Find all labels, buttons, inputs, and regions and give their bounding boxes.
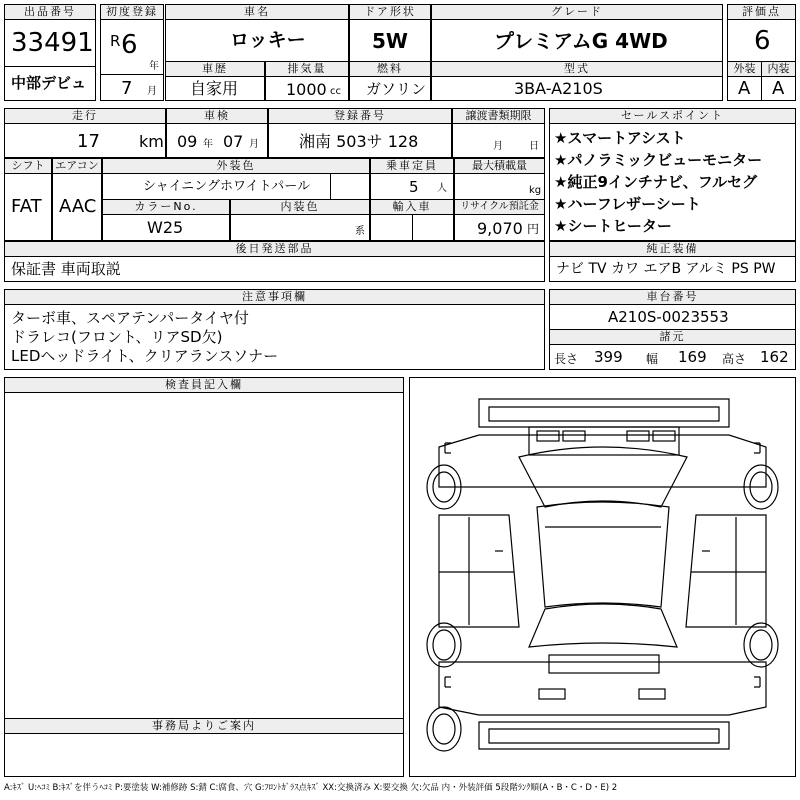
notes-header: 注意事項欄 xyxy=(4,289,545,305)
grade-value: プレミアムG 4WD xyxy=(494,29,668,53)
interior-grade-header: 内装 xyxy=(761,61,796,77)
note-line: LEDヘッドライト、クリアランスソナー xyxy=(11,347,279,365)
mileage-cell xyxy=(4,123,166,158)
inspection-cell xyxy=(166,123,268,158)
selling-point-item: ★スマートアシスト xyxy=(554,129,686,147)
inspector-header: 検査員記入欄 xyxy=(4,377,404,393)
recycle-value: 9,070 xyxy=(477,219,523,238)
grade-header: グレード xyxy=(431,4,723,20)
year-unit: 年 xyxy=(149,61,159,72)
chassis-header: 車台番号 xyxy=(549,289,796,305)
max-load-header: 最大積載量 xyxy=(454,158,545,174)
color-no-value: W25 xyxy=(147,218,184,237)
interior-color-header: 内装色 xyxy=(230,199,370,215)
selling-point-item: ★シートヒーター xyxy=(554,217,672,235)
model-code-cell xyxy=(431,76,723,101)
recycle-unit: 円 xyxy=(527,222,540,236)
selling-point-item: ★パノラミックビューモニター xyxy=(554,151,763,169)
import-spacer xyxy=(412,214,454,241)
chassis-value: A210S-0023553 xyxy=(608,308,729,326)
car-name-cell xyxy=(165,19,349,62)
width-label: 幅 xyxy=(646,352,659,366)
transfer-month-unit: 月 xyxy=(493,141,503,152)
inspection-year: 09 xyxy=(177,132,198,151)
fuel-cell xyxy=(349,76,431,101)
selling-point-item: ★ハーフレザーシート xyxy=(554,195,701,213)
score-header: 評価点 xyxy=(727,4,796,20)
equipment-header: 純正装備 xyxy=(549,241,796,257)
width-value: 169 xyxy=(678,348,707,366)
capacity-header: 乗車定員 xyxy=(370,158,454,174)
dimensions-cell xyxy=(549,344,796,370)
lot-number-cell xyxy=(4,19,96,67)
inspection-header: 車検 xyxy=(166,108,268,124)
length-label: 長さ xyxy=(554,352,579,366)
capacity-value: 5 xyxy=(409,178,419,196)
displacement-header: 排気量 xyxy=(265,61,349,77)
capacity-unit: 人 xyxy=(437,183,447,194)
interior-grade-value: A xyxy=(772,78,785,99)
aircon-header: エアコン xyxy=(52,158,102,174)
shift-value: FAT xyxy=(11,196,42,217)
door-type-header: ドア形状 xyxy=(349,4,431,20)
later-parts-header: 後日発送部品 xyxy=(4,241,545,257)
first-registration-header: 初度登録 xyxy=(100,4,164,20)
transfer-deadline-cell xyxy=(452,123,545,158)
first-registration-month: 7 xyxy=(121,78,133,99)
interior-color-suffix: 系 xyxy=(355,226,365,237)
fuel-value: ガソリン xyxy=(366,80,427,98)
note-line: ドラレコ(フロント、リアSD欠) xyxy=(11,328,223,346)
fuel-header: 燃料 xyxy=(349,61,431,77)
exterior-grade-value: A xyxy=(738,78,751,99)
displacement-value: 1000 xyxy=(286,80,327,99)
model-code-value: 3BA-A210S xyxy=(514,79,603,98)
height-label: 高さ xyxy=(722,352,747,366)
door-type: 5W xyxy=(372,29,408,53)
aircon-cell xyxy=(52,173,102,241)
plate-value: 湘南 503サ 128 xyxy=(299,132,419,151)
transfer-deadline-header: 譲渡書類期限 xyxy=(452,108,545,124)
selling-points-header: セールスポイント xyxy=(549,108,796,124)
recycle-header: リサイクル預託金 xyxy=(454,199,545,215)
exterior-color-spacer xyxy=(330,173,370,200)
car-name-header: 車名 xyxy=(165,4,349,20)
door-type-cell xyxy=(349,19,431,62)
mileage-value: 17 xyxy=(77,131,100,152)
exterior-grade-cell xyxy=(727,76,762,101)
exterior-grade-header: 外装 xyxy=(727,61,762,77)
later-parts-cell xyxy=(4,256,545,282)
shift-header: シフト xyxy=(4,158,52,174)
interior-color-cell xyxy=(230,214,370,241)
month-unit: 月 xyxy=(147,86,157,97)
color-no-cell xyxy=(102,214,230,241)
inspection-month-unit: 月 xyxy=(249,139,259,150)
plate-cell xyxy=(268,123,452,158)
lot-number: 33491 xyxy=(11,28,94,58)
score-value: 6 xyxy=(754,26,771,56)
length-value: 399 xyxy=(594,348,623,366)
color-no-header: カラーNo. xyxy=(102,199,230,215)
history-cell xyxy=(165,76,265,101)
first-registration-year: 6 xyxy=(121,30,138,60)
office-header: 事務局よりご案内 xyxy=(4,718,404,734)
note-line: ターボ車、スペアテンパータイヤ付 xyxy=(11,309,249,327)
legend-footer: A:ｷｽﾞ U:ﾍｺﾐ B:ｷｽﾞを伴うﾍｺﾐ P:要塗装 W:補修跡 S:錆 C:腐食、穴 G:ﾌﾛﾝﾄｶﾞﾗｽ点ｷｽﾞ XX:交換済み X:要交換 欠:欠品 内・外装評価 5段階ﾗﾝｸ順(A・B・C・D・E) 2 xyxy=(4,783,618,793)
aircon-value: AAC xyxy=(59,196,97,217)
plate-header: 登録番号 xyxy=(268,108,452,124)
lot-number-header: 出品番号 xyxy=(4,4,96,20)
era-letter: R xyxy=(110,32,121,50)
office-box xyxy=(4,733,404,777)
displacement-unit: cc xyxy=(330,86,341,97)
mileage-header: 走行 xyxy=(4,108,166,124)
first-registration-month-cell xyxy=(100,74,164,101)
dimensions-header: 諸元 xyxy=(549,329,796,345)
car-diagram xyxy=(409,377,796,777)
equipment-value: ナビ TV カワ エアB アルミ PS PW xyxy=(556,261,776,277)
exterior-color-header: 外装色 xyxy=(102,158,370,174)
inspector-box xyxy=(4,392,404,719)
capacity-cell xyxy=(370,173,454,200)
height-value: 162 xyxy=(760,348,789,366)
recycle-cell xyxy=(454,214,545,241)
import-header: 輸入車 xyxy=(370,199,454,215)
inspection-month: 07 xyxy=(223,132,244,151)
equipment-cell xyxy=(549,256,796,282)
transfer-day-unit: 日 xyxy=(529,141,539,152)
shift-cell xyxy=(4,173,52,241)
history-header: 車歴 xyxy=(165,61,265,77)
interior-grade-cell xyxy=(761,76,796,101)
model-code-header: 型式 xyxy=(431,61,723,77)
venue-name: 中部デビュ xyxy=(11,74,87,92)
notes-cell xyxy=(4,304,545,370)
first-registration-year-cell xyxy=(100,19,164,75)
mileage-unit: km xyxy=(139,132,164,151)
history-value: 自家用 xyxy=(190,79,239,98)
score-cell xyxy=(727,19,796,62)
selling-points-cell xyxy=(549,123,796,241)
venue-cell xyxy=(4,66,96,101)
car-name: ロッキー xyxy=(230,29,306,51)
max-load-unit: kg xyxy=(529,185,542,196)
chassis-cell xyxy=(549,304,796,330)
displacement-cell xyxy=(265,76,349,101)
exterior-color-value: シャイニングホワイトパール xyxy=(143,179,311,194)
inspection-year-unit: 年 xyxy=(203,139,213,150)
grade-cell xyxy=(431,19,723,62)
selling-point-item: ★純正9インチナビ、フルセグ xyxy=(554,173,758,191)
max-load-cell xyxy=(454,173,545,200)
later-parts-value: 保証書 車両取説 xyxy=(11,260,121,278)
